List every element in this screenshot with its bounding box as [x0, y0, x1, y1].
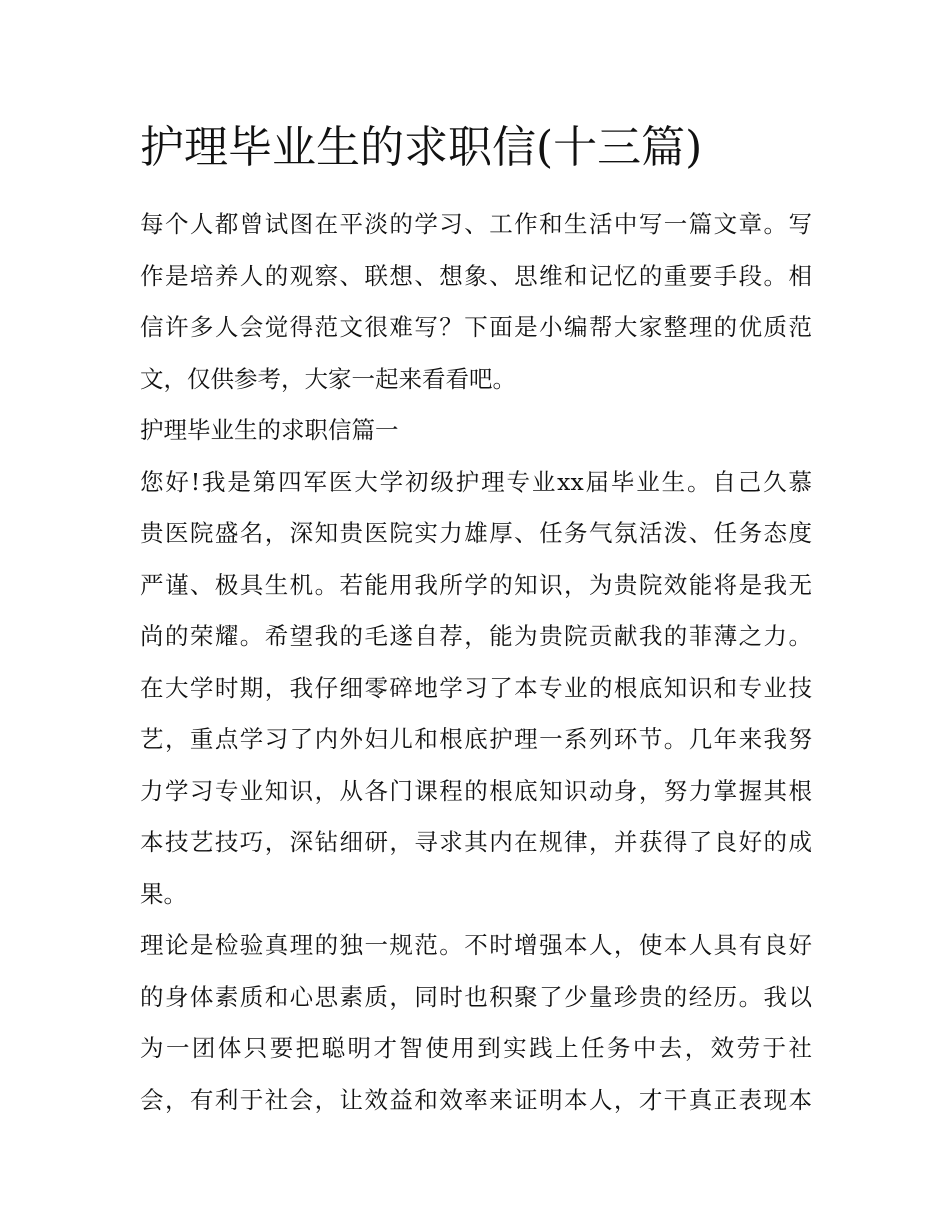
text-line: 每个人都曾试图在平淡的学习、工作和生活中写一篇文章。写 [140, 210, 812, 238]
text-line: 贵医院盛名，深知贵医院实力雄厚、任务气氛活泼、任务态度 [140, 519, 812, 547]
text-line: 艺，重点学习了内外妇儿和根底护理一系列环节。几年来我努 [140, 725, 812, 753]
text-line: 本技艺技巧，深钻细研，寻求其内在规律，并获得了良好的成 [140, 828, 812, 856]
section-heading: 护理毕业生的求职信篇一 [140, 416, 399, 444]
text-line: 尚的荣耀。希望我的毛遂自荐，能为贵院贡献我的菲薄之力。 [140, 622, 812, 650]
text-line: 会，有利于社会，让效益和效率来证明本人，才干真正表现本 [140, 1085, 812, 1114]
text-line: 文，仅供参考，大家一起来看看吧。 [140, 364, 516, 393]
text-line: 理论是检验真理的独一规范。不时增强本人，使本人具有良好 [140, 931, 812, 959]
text-line: 的身体素质和心思素质，同时也积聚了少量珍贵的经历。我以 [140, 982, 812, 1011]
text-line: 果。 [140, 879, 187, 908]
text-line: 为一团体只要把聪明才智使用到实践上任务中去，效劳于社 [140, 1034, 812, 1062]
text-line: 信许多人会觉得范文很难写？下面是小编帮大家整理的优质范 [140, 313, 812, 341]
text-line: 在大学时期，我仔细零碎地学习了本专业的根底知识和专业技 [140, 673, 812, 702]
document-title: 护理毕业生的求职信(十三篇) [140, 122, 703, 173]
document-body [140, 199, 812, 1126]
text-line: 作是培养人的观察、联想、想象、思维和记忆的重要手段。相 [140, 261, 812, 290]
text-line: 力学习专业知识，从各门课程的根底知识动身，努力掌握其根 [140, 776, 812, 805]
text-line: 严谨、极具生机。若能用我所学的知识，为贵院效能将是我无 [140, 570, 812, 599]
text-line: 您好!我是第四军医大学初级护理专业xx届毕业生。自己久慕 [140, 467, 812, 496]
